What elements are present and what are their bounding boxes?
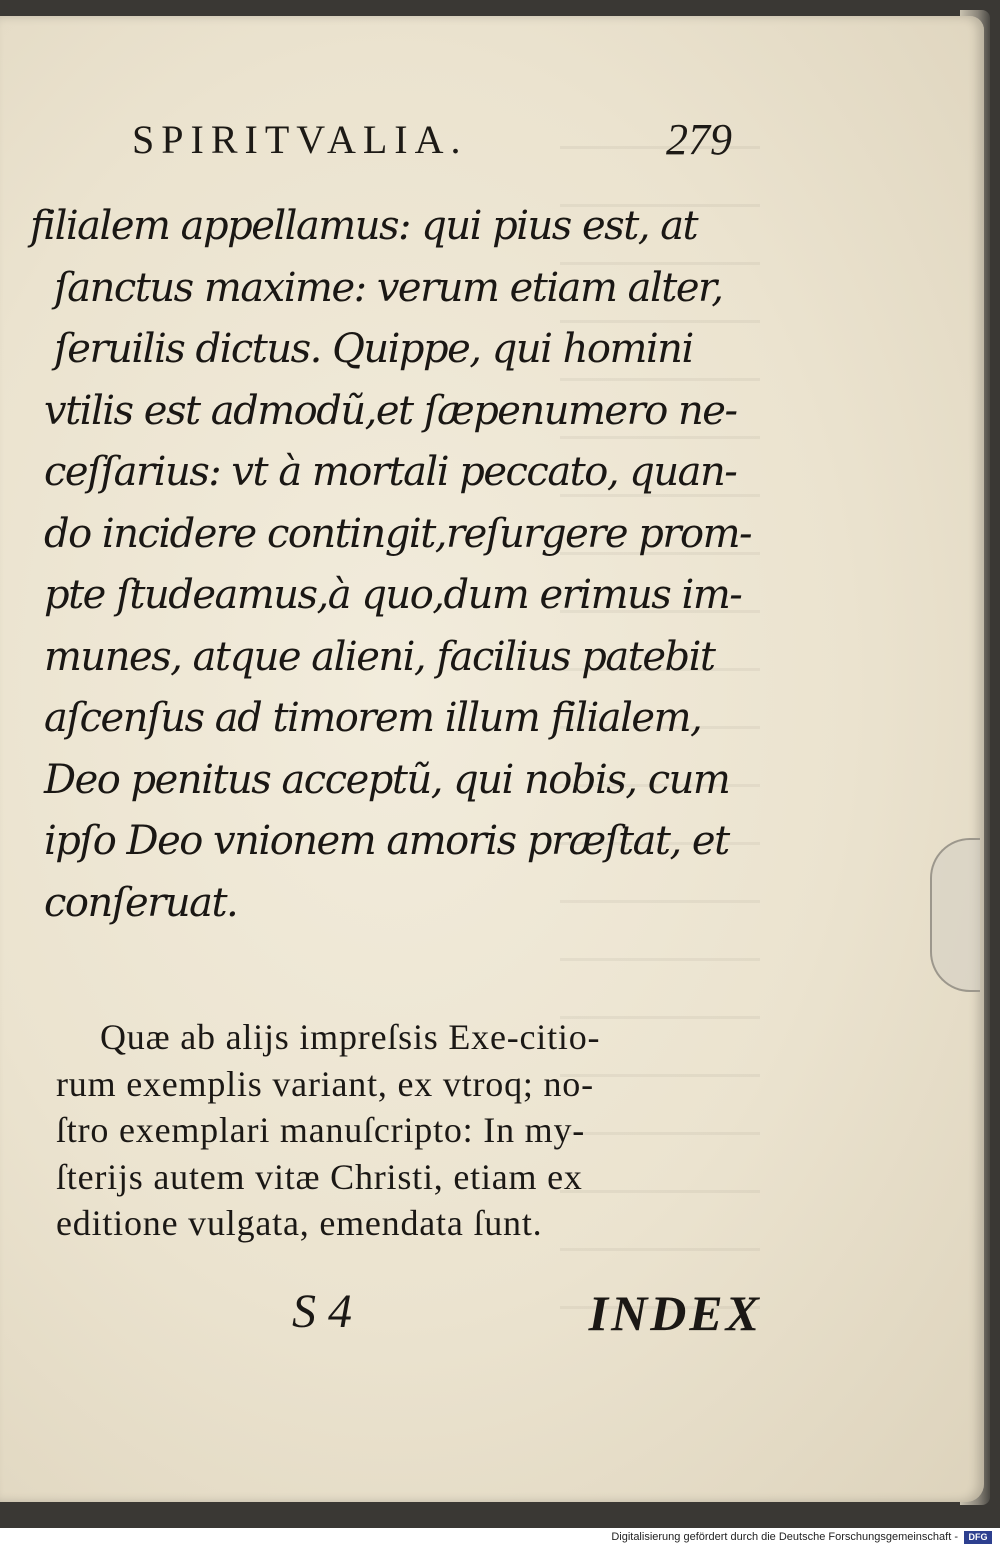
note-line: ſtro exemplari manuſcripto: In my-: [56, 1110, 586, 1150]
catchword: INDEX: [588, 1285, 762, 1341]
text-line: ceſſarius: vt à mortali peccato, quan-: [44, 449, 737, 495]
editorial-note: [56, 1014, 756, 1247]
text-line: Deo penitus acceptũ, qui nobis, cum: [44, 756, 730, 803]
text-line: do incidere contingit,reſurgere prom-: [44, 510, 752, 557]
book-page: [0, 16, 984, 1502]
credit-text: Digitalisierung gefördert durch die Deutsche Forschungsgemeinschaft -: [611, 1531, 958, 1543]
note-line: Quæ ab alijs impreſsis Exe-citio-: [100, 1017, 601, 1057]
note-line: rum exemplis variant, ex vtroq; no-: [56, 1063, 594, 1104]
credit-bar: [0, 1528, 1000, 1548]
text-line: ſanctus maxime: verum etiam alter,: [54, 264, 723, 311]
text-line: filialem appellamus: qui pius est, at: [30, 203, 698, 249]
text-line: pte ſtudeamus,à quo,dum erimus im-: [44, 572, 742, 618]
running-head: [132, 116, 732, 176]
dfg-logo: DFG: [964, 1531, 992, 1544]
text-line: conſeruat.: [44, 879, 238, 926]
italic-text-block: [30, 196, 752, 934]
page-footer: [292, 1284, 762, 1354]
text-line: ipſo Deo vnionem amoris præſtat, et: [44, 818, 729, 864]
clasp-clip: [930, 838, 980, 992]
text-line: munes, atque alieni, facilius patebit: [44, 633, 715, 680]
page-number: 279: [666, 115, 732, 164]
note-line: ſterijs autem vitæ Christi, etiam ex: [56, 1156, 583, 1197]
text-line: ſeruilis dictus. Quippe, qui homini: [54, 326, 693, 372]
signature-mark: S 4: [292, 1285, 352, 1338]
note-line: editione vulgata, emendata ſunt.: [56, 1203, 543, 1243]
running-head-title: SPIRITVALIA.: [132, 117, 468, 162]
text-line: aſcenſus ad timorem illum filialem,: [44, 695, 702, 741]
text-line: vtilis est admodũ,et ſæpenumero ne-: [44, 387, 737, 434]
